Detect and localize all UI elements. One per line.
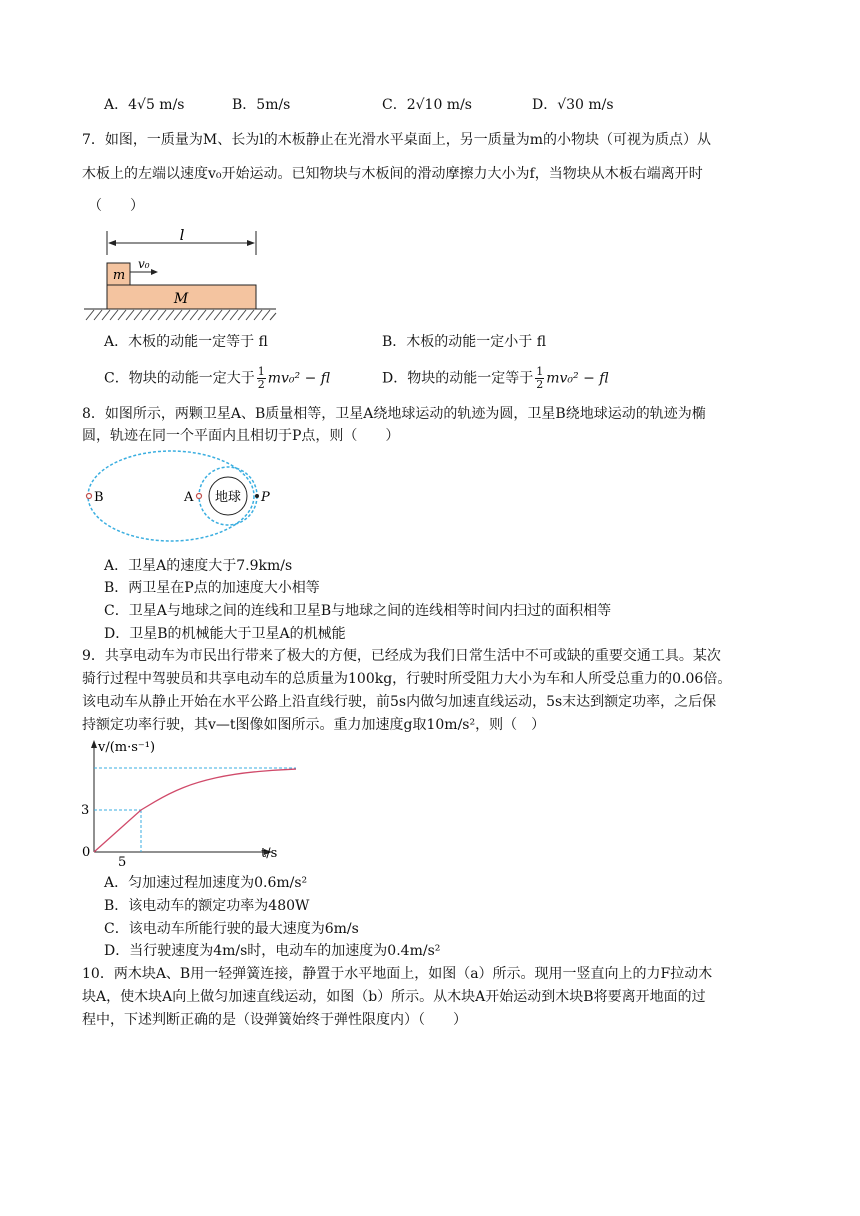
- q8-option-b: B．两卫星在P点的加速度大小相等: [104, 580, 320, 596]
- q8-stem-line2: 圆，轨迹在同一个平面内且相切于P点，则（ ）: [82, 428, 400, 444]
- q7-block-label: m: [112, 268, 126, 283]
- q9-stem-line1: 9．共享电动车为市民出行带来了极大的方便，已经成为我们日常生活中不可或缺的重要交通工具。某次: [82, 648, 721, 664]
- q7-figure: [80, 225, 280, 325]
- q7-length-label: l: [179, 226, 185, 244]
- q8-option-a: A．卫星A的速度大于7.9km/s: [104, 558, 293, 574]
- q10-stem-line2: 块A，使木块A向上做匀加速直线运动，如图（b）所示。从木块A开始运动到木块B将要离开地面的过: [82, 989, 706, 1005]
- q9-option-d: D．当行驶速度为4m/s时，电动车的加速度为0.4m/s²: [104, 943, 441, 959]
- y-axis-label: v/(m·s⁻¹): [98, 740, 156, 755]
- q7-option-a: A．木板的动能一定等于 fl: [104, 334, 268, 350]
- q7-stem-line1: 7．如图，一质量为M、长为l的木板静止在光滑水平桌面上，另一质量为m的小物块（可视为质点）从: [82, 132, 711, 148]
- satellite-a-label: A: [184, 490, 194, 505]
- q8-figure: [82, 448, 282, 548]
- satellite-b-label: B: [94, 490, 104, 505]
- q7-option-b: B．木板的动能一定小于 fl: [382, 334, 547, 350]
- q8-stem-line1: 8．如图所示，两颗卫星A、B质量相等，卫星A绕地球运动的轨迹为圆，卫星B绕地球运动的轨迹为椭: [82, 406, 706, 422]
- x-tick-label-5: 5: [118, 855, 127, 870]
- q9-stem-line4: 持额定功率行驶，其v—t图像如图所示。重力加速度g取10m/s²，则（ ）: [82, 717, 546, 733]
- tangent-point-p: [255, 494, 259, 498]
- tangent-point-label: P: [261, 490, 270, 505]
- q9-stem-line2: 骑行过程中驾驶员和共享电动车的总质量为100kg，行驶时所受阻力大小为车和人所受总重力的0.06倍。: [82, 671, 732, 687]
- q7-stem-line3: （ ）: [88, 198, 144, 214]
- q8-option-c: C．卫星A与地球之间的连线和卫星B与地球之间的连线相等时间内扫过的面积相等: [104, 603, 612, 619]
- satellite-a: [197, 494, 202, 499]
- q10-stem-line1: 10．两木块A、B用一轻弹簧连接，静置于水平地面上，如图（a）所示。现用一竖直向上的力F拉动木: [82, 966, 713, 982]
- q10-stem-line3: 程中，下述判断正确的是（设弹簧始终于弹性限度内）（ ）: [82, 1012, 467, 1028]
- y-axis-arrow: [91, 740, 97, 748]
- y-tick-label-3: 3: [81, 803, 90, 818]
- q6-option-c: C．2√10 m/s: [382, 97, 472, 113]
- satellite-b: [87, 494, 92, 499]
- origin-label: 0: [82, 845, 91, 860]
- q7-option-c-text: C．物块的动能一定大于: [104, 370, 255, 387]
- q7-board-label: M: [173, 291, 189, 307]
- q9-option-a: A．匀加速过程加速度为0.6m/s²: [104, 875, 308, 891]
- q7-velocity-label: v₀: [138, 257, 150, 271]
- q7-option-d: [382, 366, 609, 391]
- q7-option-c-fraction: $\frac{1}{2}$: [257, 365, 265, 391]
- q7-option-c-expr: mv₀² − fl: [267, 370, 331, 387]
- q9-vt-chart: [76, 735, 296, 870]
- q6-option-b: B．5m/s: [232, 97, 291, 113]
- q7-option-d-expr: mv₀² − fl: [546, 370, 609, 387]
- q6-option-d: D．√30 m/s: [532, 97, 614, 113]
- q7-option-c: [104, 366, 330, 391]
- q9-option-c: C．该电动车所能行驶的最大速度为6m/s: [104, 921, 359, 937]
- q8-option-d: D．卫星B的机械能大于卫星A的机械能: [104, 626, 346, 642]
- q7-ground-hatch: [86, 310, 276, 320]
- earth-label: 地球: [214, 490, 242, 505]
- x-axis-label: t/s: [261, 846, 278, 861]
- q6-option-a: A．4√5 m/s: [104, 97, 185, 113]
- q9-stem-line3: 该电动车从静止开始在水平公路上沿直线行驶，前5s内做匀加速直线运动，5s末达到额定功率，之后保: [82, 694, 717, 710]
- q7-option-d-text: D．物块的动能一定等于: [382, 370, 534, 387]
- q7-stem-line2: 木板上的左端以速度v₀开始运动。已知物块与木板间的滑动摩擦力大小为f，当物块从木板右端离开时: [82, 166, 703, 182]
- q9-option-b: B．该电动车的额定功率为480W: [104, 898, 310, 914]
- q7-option-d-fraction: $\frac{1}{2}$: [536, 365, 544, 391]
